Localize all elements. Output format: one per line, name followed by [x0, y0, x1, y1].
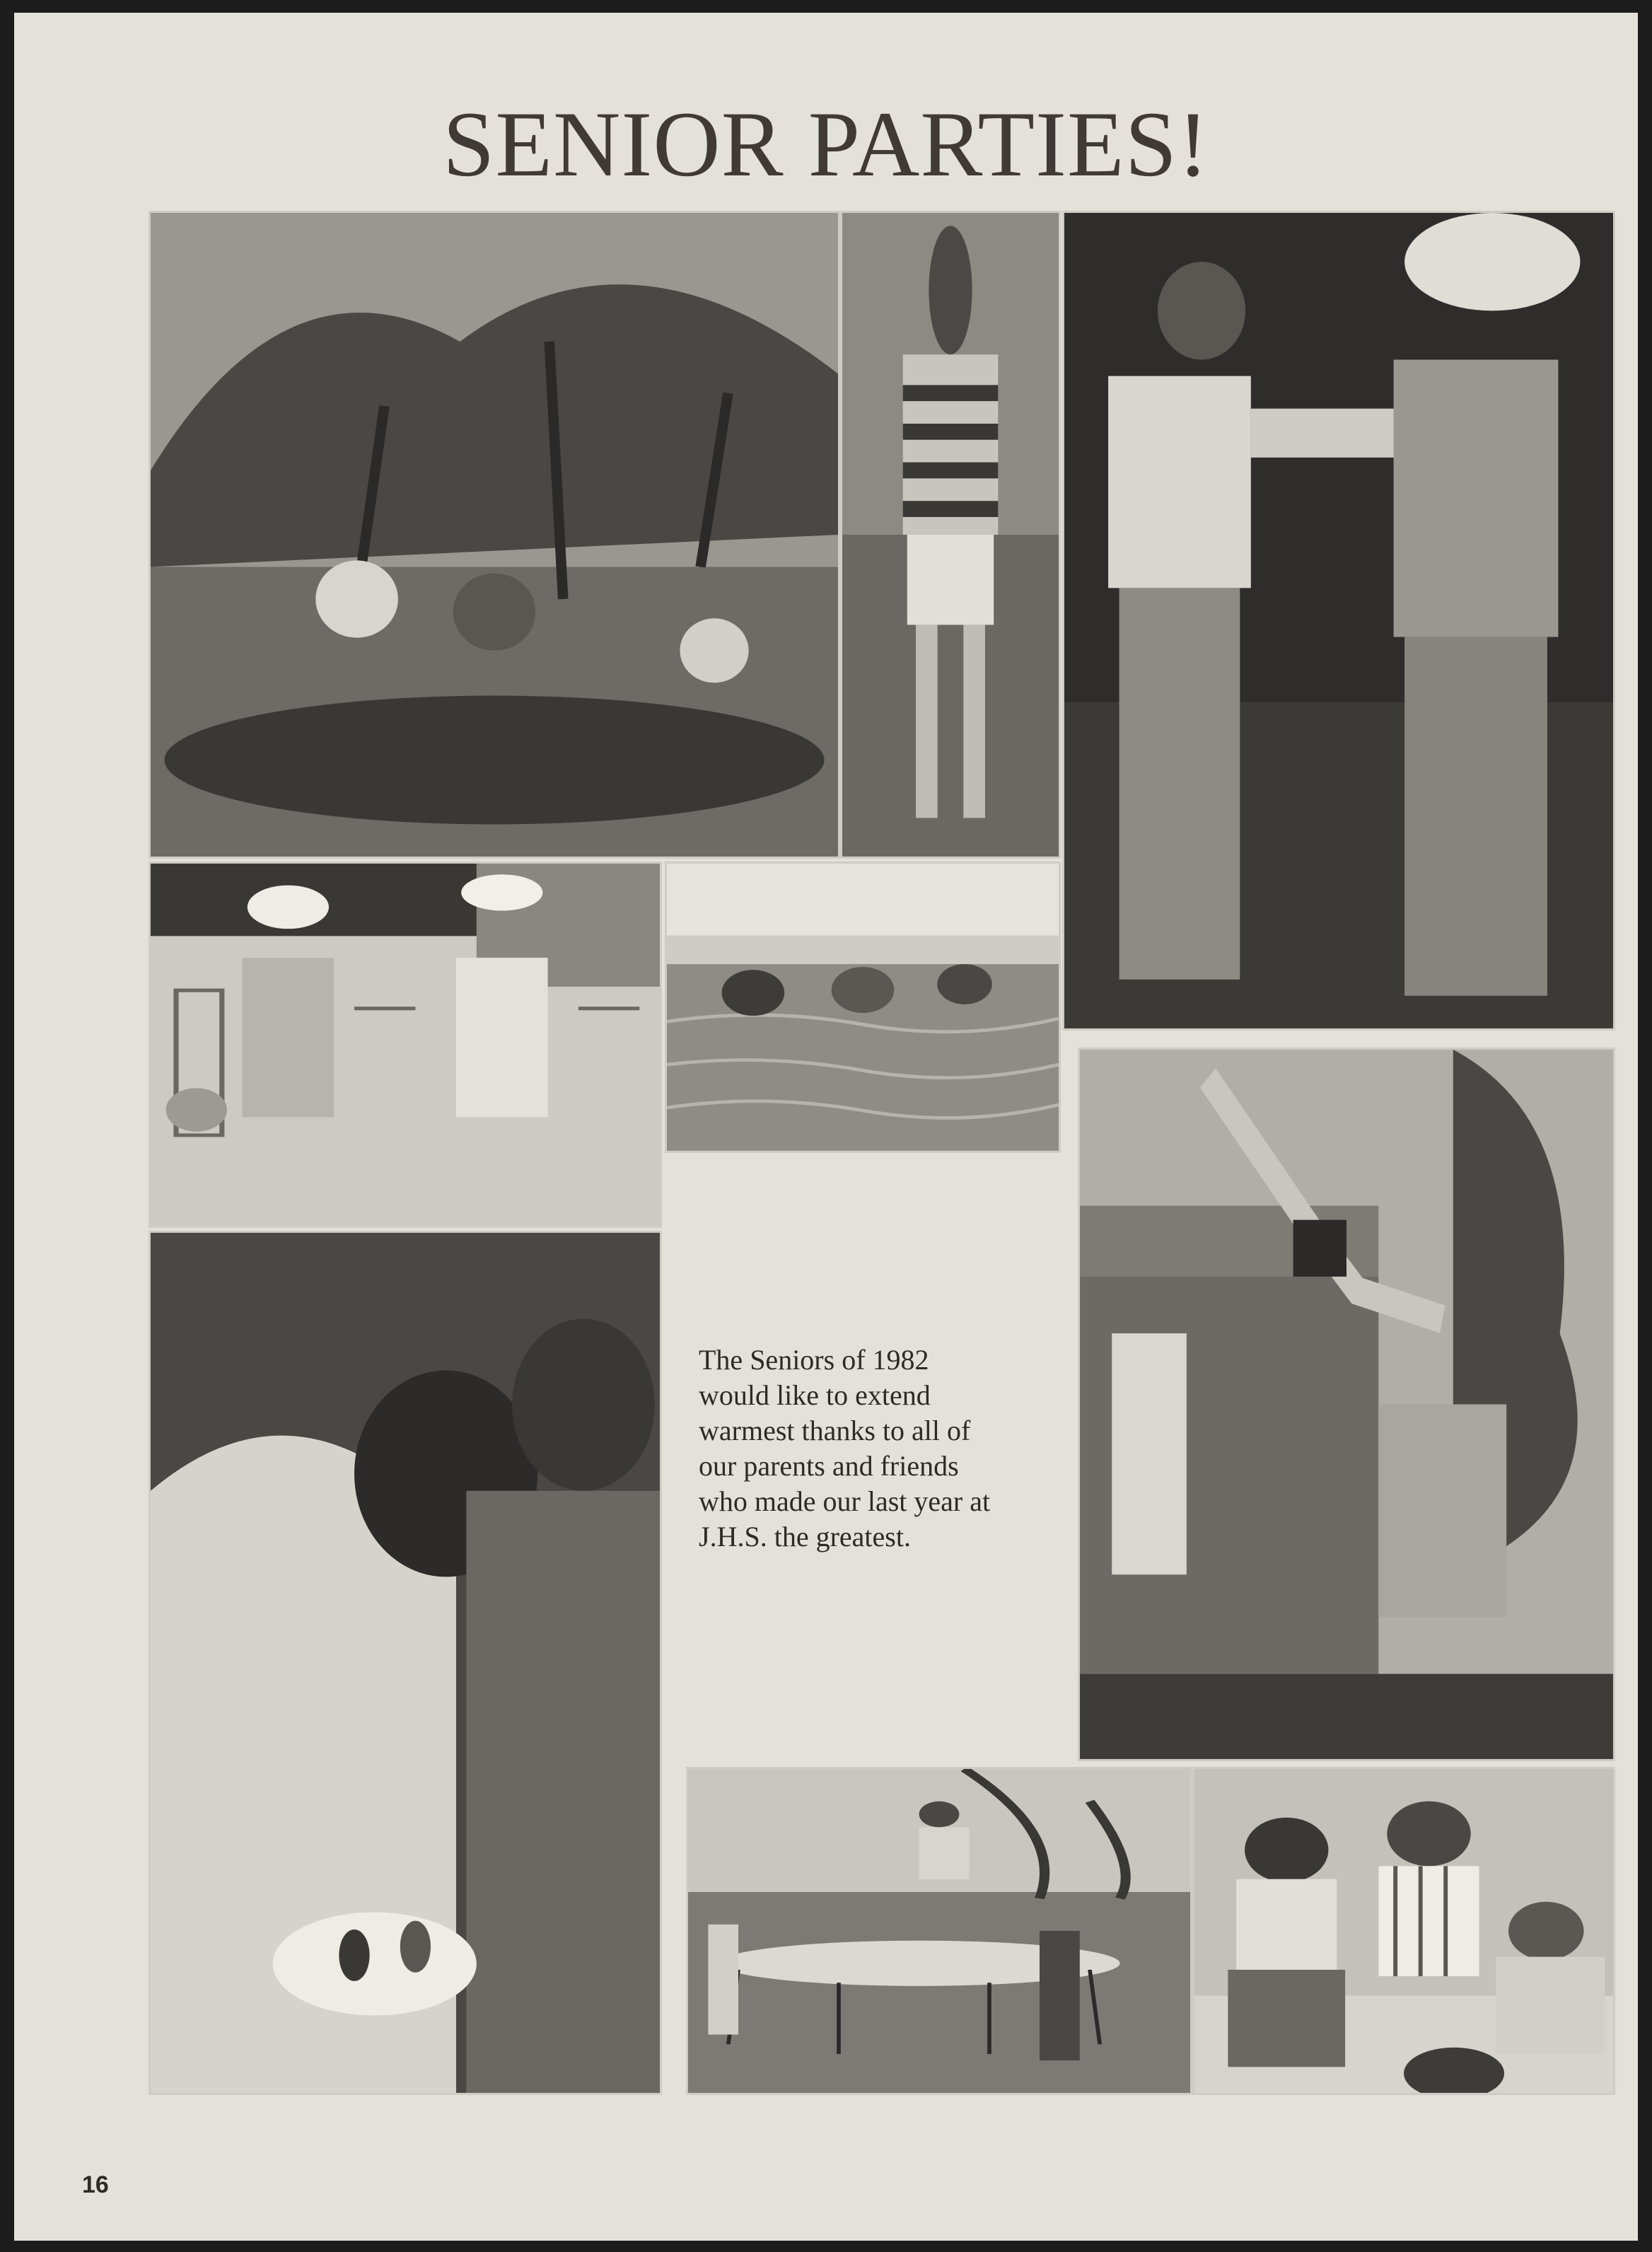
photo-diving-boy: [1078, 1047, 1615, 1761]
caption-line: our parents and friends: [699, 1450, 959, 1482]
photo-group-sitting: [1192, 1767, 1615, 2095]
photo-dancing-couple: [1062, 211, 1615, 1031]
photo-trampoline-jump: [686, 1767, 1192, 2095]
caption-line: warmest thanks to all of: [699, 1415, 971, 1446]
caption-line: who made our last year at: [699, 1485, 991, 1517]
photo-striped-shirt-boy: [840, 211, 1061, 859]
caption-line: would like to extend: [699, 1379, 931, 1411]
caption-line: The Seniors of 1982: [699, 1344, 929, 1376]
caption-text: [699, 1342, 1028, 1555]
caption-line: J.H.S. the greatest.: [699, 1521, 911, 1552]
yearbook-page: [14, 13, 1638, 2241]
photo-pool-girls: [665, 861, 1061, 1153]
photo-costume-poster: [149, 861, 662, 1228]
page-number: 16: [82, 2171, 109, 2198]
photo-trampoline-group: [149, 211, 840, 859]
photo-food-plate: [149, 1231, 662, 2095]
page-title: SENIOR PARTIES!: [442, 92, 1210, 196]
